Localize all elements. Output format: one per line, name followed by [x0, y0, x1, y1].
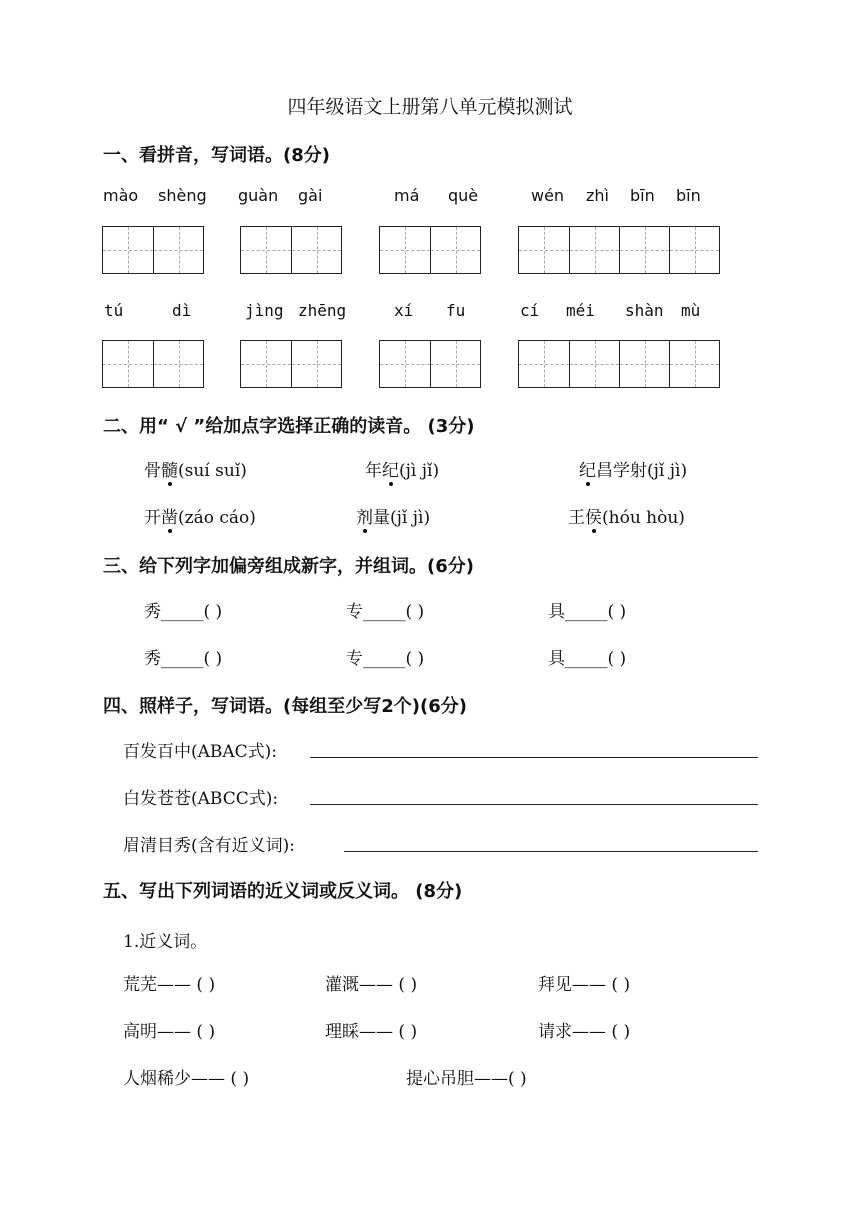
writing-grid[interactable] — [102, 340, 204, 388]
fill-item[interactable]: 拜见—— ( ) — [538, 975, 631, 995]
pinyin-options: (jǐ jì) — [390, 508, 431, 528]
pinyin: fu — [446, 301, 466, 320]
pinyin: shàn — [625, 301, 664, 320]
reading-item[interactable] — [579, 456, 687, 481]
item-text: 昌学射 — [596, 461, 647, 481]
fill-item[interactable]: 专_____( ) — [346, 649, 425, 669]
fill-item[interactable]: 秀_____( ) — [144, 602, 223, 622]
fill-item[interactable]: 具_____( ) — [548, 649, 627, 669]
writing-grid[interactable] — [240, 226, 342, 274]
section-2-heading: 二、用“ √ ”给加点字选择正确的读音。 (3分) — [103, 416, 475, 437]
pinyin: bīn — [630, 186, 655, 205]
pinyin: jìng — [245, 301, 284, 320]
pinyin: mào — [103, 186, 139, 205]
dotted-char: 剂 — [356, 503, 373, 528]
section-3-heading: 三、给下列字加偏旁组成新字，并组词。(6分) — [103, 556, 474, 577]
item-text: 年 — [365, 461, 382, 481]
reading-item[interactable] — [365, 456, 439, 481]
fill-item[interactable]: 具_____( ) — [548, 602, 627, 622]
item-text: 开 — [144, 508, 161, 528]
page-title: 四年级语文上册第八单元模拟测试 — [287, 96, 573, 118]
pinyin-options: (jǐ jì) — [647, 461, 688, 481]
dotted-char: 纪 — [579, 456, 596, 481]
fill-item[interactable]: 高明—— ( ) — [123, 1022, 216, 1042]
pinyin-options: (hóu hòu) — [602, 508, 685, 528]
section-5-heading: 五、写出下列词语的近义词或反义词。 (8分) — [103, 881, 463, 902]
pinyin: wén — [531, 186, 565, 205]
pinyin-options: (suí suǐ) — [178, 461, 247, 481]
pinyin: què — [448, 186, 479, 205]
reading-item[interactable] — [568, 503, 685, 528]
pinyin: dì — [172, 301, 192, 320]
writing-grid[interactable] — [240, 340, 342, 388]
pinyin: bīn — [676, 186, 701, 205]
section-1-heading: 一、看拼音，写词语。(8分) — [103, 145, 330, 166]
pinyin: xí — [394, 301, 414, 320]
reading-item[interactable] — [144, 456, 247, 481]
answer-line[interactable] — [344, 851, 758, 852]
pinyin: guàn — [238, 186, 279, 205]
pinyin: zhēng — [298, 301, 347, 320]
fill-item[interactable]: 理睬—— ( ) — [325, 1022, 418, 1042]
dotted-char: 侯 — [585, 503, 602, 528]
pinyin: má — [394, 186, 420, 205]
pinyin: tú — [104, 301, 124, 320]
fill-item[interactable]: 提心吊胆——( ) — [406, 1069, 527, 1089]
fill-item[interactable]: 荒芜—— ( ) — [123, 975, 216, 995]
reading-item[interactable] — [356, 503, 430, 528]
pattern-label: 白发苍苍(ABCC式): — [123, 789, 279, 809]
fill-item[interactable]: 灌溉—— ( ) — [325, 975, 418, 995]
section-4-heading: 四、照样子，写词语。(每组至少写2个)(6分) — [103, 696, 467, 717]
fill-item[interactable]: 请求—— ( ) — [538, 1022, 631, 1042]
fill-item[interactable]: 秀_____( ) — [144, 649, 223, 669]
pinyin: shèng — [158, 186, 207, 205]
pinyin: méi — [566, 301, 595, 320]
writing-grid[interactable] — [102, 226, 204, 274]
answer-line[interactable] — [310, 757, 758, 758]
answer-line[interactable] — [310, 804, 758, 805]
fill-item[interactable]: 专_____( ) — [346, 602, 425, 622]
pinyin: mù — [681, 301, 701, 320]
writing-grid[interactable] — [518, 340, 720, 388]
subheading: 1.近义词。 — [123, 932, 208, 952]
pattern-label: 百发百中(ABAC式): — [123, 742, 278, 762]
pinyin: cí — [520, 301, 540, 320]
writing-grid[interactable] — [379, 340, 481, 388]
item-text: 王 — [568, 508, 585, 528]
fill-item[interactable]: 人烟稀少—— ( ) — [123, 1069, 250, 1089]
writing-grid[interactable] — [379, 226, 481, 274]
writing-grid[interactable] — [518, 226, 720, 274]
dotted-char: 纪 — [382, 456, 399, 481]
reading-item[interactable] — [144, 503, 256, 528]
pattern-label: 眉清目秀(含有近义词): — [123, 836, 295, 856]
pinyin: zhì — [586, 186, 609, 205]
pinyin: gài — [298, 186, 323, 205]
dotted-char: 髓 — [161, 456, 178, 481]
item-text: 量 — [373, 508, 390, 528]
pinyin-options: (záo cáo) — [178, 508, 256, 528]
item-text: 骨 — [144, 461, 161, 481]
dotted-char: 凿 — [161, 503, 178, 528]
pinyin-options: (jì jǐ) — [399, 461, 440, 481]
